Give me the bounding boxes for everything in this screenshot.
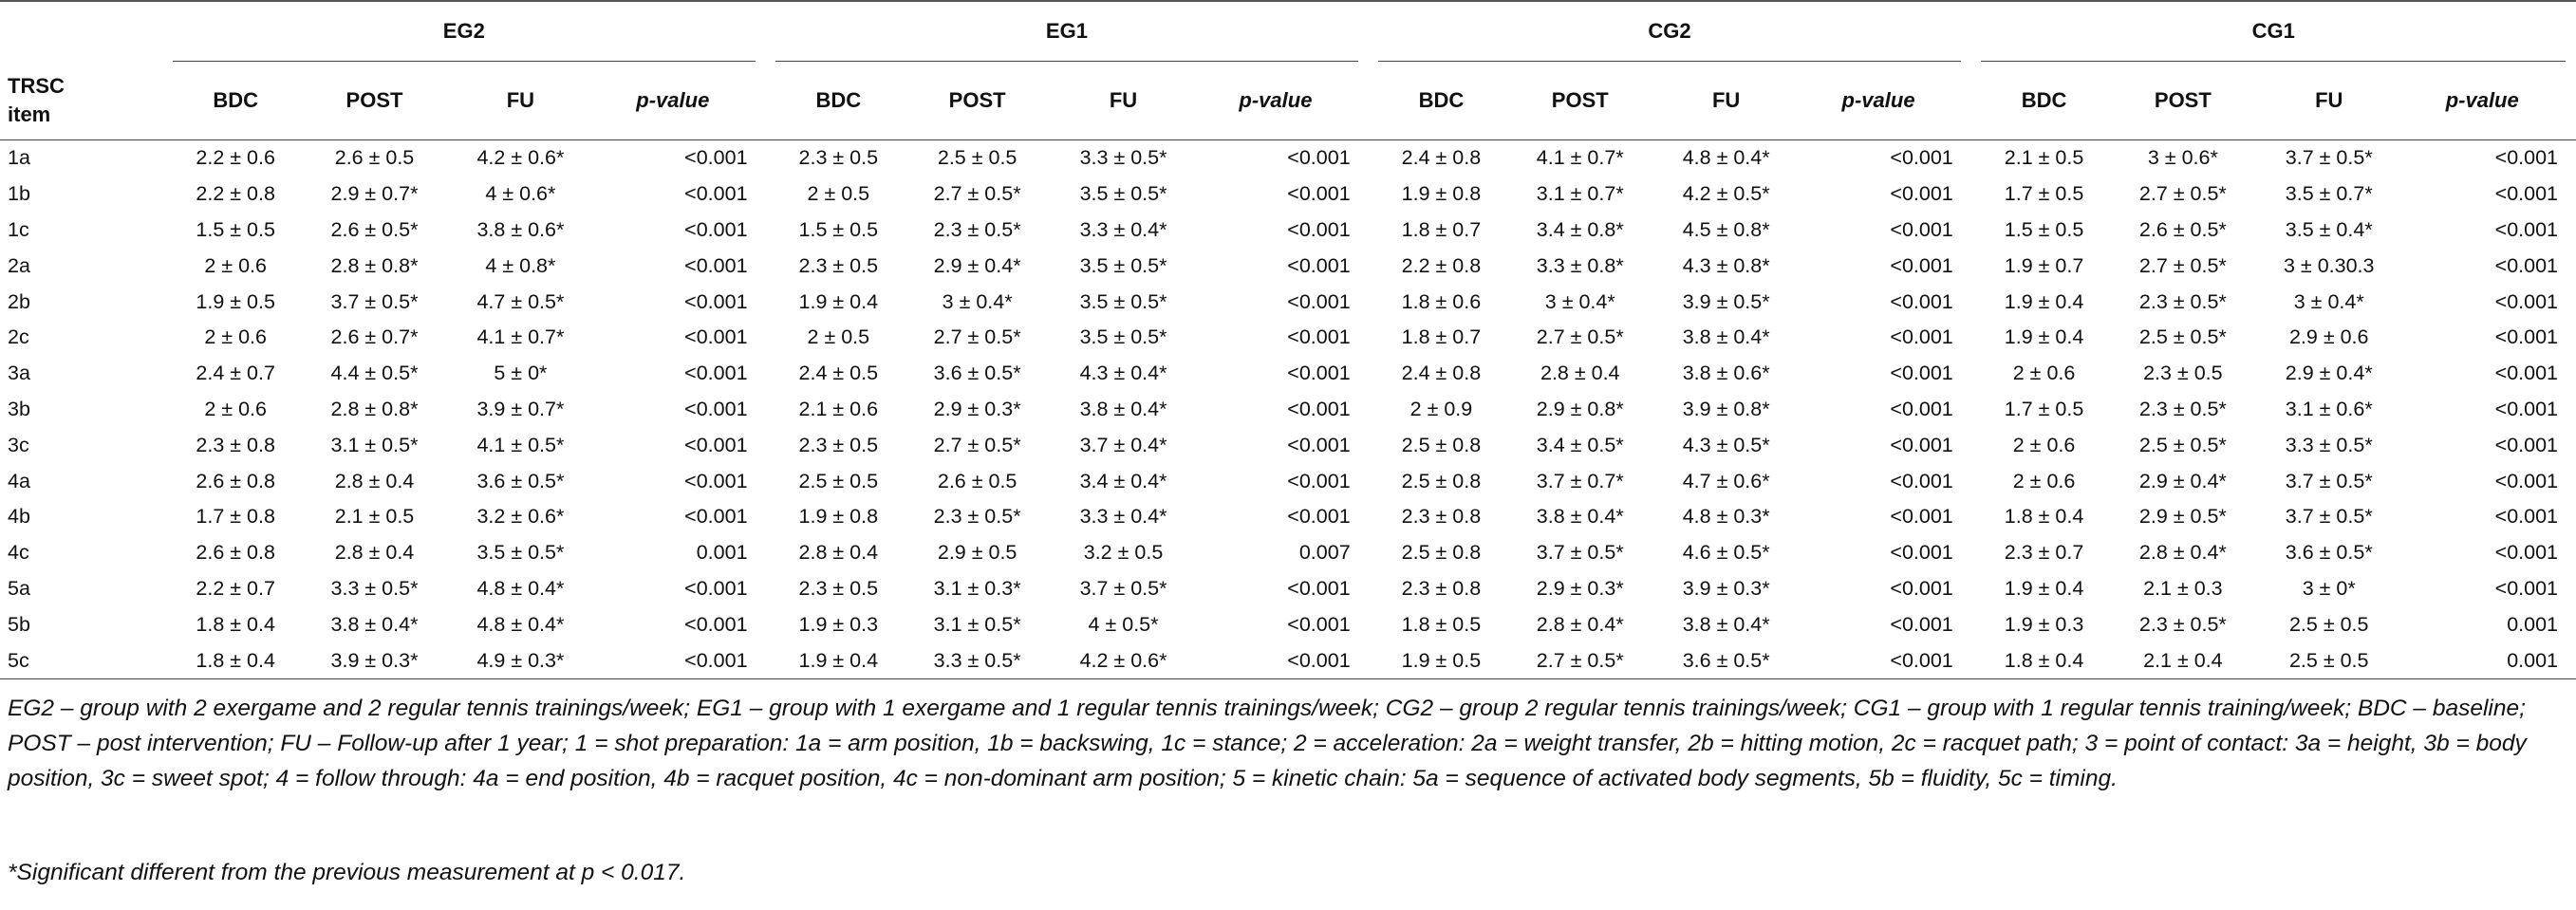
cell-fu: 3 ± 0* — [2302, 576, 2356, 600]
cell-bdc: 1.8 ± 0.7 — [1401, 217, 1482, 241]
cell-bdc: 2.6 ± 0.8 — [196, 541, 275, 565]
cell-bdc: 1.9 ± 0.5 — [1378, 642, 1503, 678]
item-header-line1: TRSC — [8, 73, 65, 98]
cell-pvalue: <0.001 — [1890, 397, 1953, 420]
cell-fu: 3.3 ± 0.4* — [1079, 505, 1167, 529]
cell-post: 2.5 ± 0.5* — [2138, 433, 2227, 456]
cell-bdc: 2.3 ± 0.8 — [1401, 576, 1482, 600]
cell-pvalue: <0.001 — [2494, 325, 2559, 349]
col-bdc: BDC — [2021, 88, 2067, 112]
table-row — [0, 499, 2576, 535]
cell-fu: 3.6 ± 0.5* — [1656, 642, 1796, 678]
significance-footnote: *Significant different from the previous measurement at p < 0.017. — [8, 860, 686, 885]
cell-post: 2.9 ± 0.3* — [1536, 576, 1624, 600]
table-row — [0, 606, 2576, 642]
cell-pvalue: <0.001 — [1287, 433, 1351, 456]
cell-post: 2.5 ± 0.5 — [937, 146, 1017, 170]
table-row — [0, 140, 2576, 176]
cell-fu: 3.6 ± 0.5* — [2285, 541, 2373, 565]
cell-pvalue: <0.001 — [2494, 505, 2559, 529]
cell-fu: 4.1 ± 0.5* — [476, 433, 565, 456]
cell-bdc: 2.3 ± 0.5 — [798, 433, 879, 456]
col-bdc: BDC — [1418, 88, 1465, 112]
cell-pvalue: <0.001 — [1287, 289, 1351, 313]
cell-post: 2.3 ± 0.5* — [933, 217, 1021, 241]
cell-bdc: 2.3 ± 0.7 — [2004, 541, 2084, 565]
table-row — [0, 571, 2576, 607]
cell-pvalue: <0.001 — [684, 576, 748, 600]
cell-bdc: 2.1 ± 0.6 — [798, 397, 879, 420]
cell-bdc: 2.4 ± 0.8 — [1401, 362, 1482, 385]
cell-fu: 4.3 ± 0.5* — [1682, 433, 1770, 456]
cell-post: 2.7 ± 0.5* — [1504, 642, 1656, 678]
cell-pvalue: <0.001 — [1890, 612, 1953, 636]
cell-pvalue: <0.001 — [1890, 325, 1953, 349]
cell-bdc: 2 ± 0.6 — [204, 253, 267, 277]
col-post: POST — [948, 88, 1006, 112]
cell-post: 3.9 ± 0.3* — [298, 642, 450, 678]
cell-pvalue: <0.001 — [684, 325, 748, 349]
group-header-eg2: EG2 — [173, 1, 755, 62]
cell-pvalue: <0.001 — [2494, 217, 2559, 241]
cell-pvalue: <0.001 — [684, 146, 748, 170]
cell-fu: 3.5 ± 0.5* — [1079, 325, 1167, 349]
cell-post: 2.7 ± 0.5* — [933, 325, 1021, 349]
cell-pvalue: <0.001 — [2494, 182, 2559, 206]
cell-bdc: 1.9 ± 0.3 — [2004, 612, 2084, 636]
row-item-label: 5c — [0, 642, 173, 678]
cell-post: 3.8 ± 0.4* — [330, 612, 419, 636]
cell-bdc: 2 ± 0.6 — [2012, 433, 2076, 456]
table-row — [0, 642, 2576, 678]
cell-pvalue: <0.001 — [1193, 642, 1357, 678]
cell-bdc: 2.5 ± 0.8 — [1401, 433, 1482, 456]
table-row — [0, 356, 2576, 392]
cell-post: 2.8 ± 0.4 — [334, 541, 415, 565]
cell-post: 2.8 ± 0.4 — [334, 469, 415, 492]
cell-fu: 3.4 ± 0.4* — [1079, 469, 1167, 492]
cell-fu: 4.2 ± 0.6* — [476, 146, 565, 170]
cell-pvalue: <0.001 — [1287, 469, 1351, 492]
cell-post: 2.6 ± 0.5 — [334, 146, 415, 170]
cell-fu: 3.3 ± 0.5* — [1079, 146, 1167, 170]
row-item-label: 1b — [8, 182, 30, 206]
cell-fu: 2.5 ± 0.5 — [2259, 642, 2399, 678]
cell-bdc: 2.8 ± 0.4 — [798, 541, 879, 565]
cell-post: 2.9 ± 0.4* — [2138, 469, 2227, 492]
row-item-label: 3c — [8, 433, 29, 456]
cell-post: 4.1 ± 0.7* — [1536, 146, 1624, 170]
table-row — [0, 213, 2576, 249]
cell-fu: 3.9 ± 0.7* — [476, 397, 565, 420]
cell-post: 2.1 ± 0.4 — [2107, 642, 2259, 678]
cell-post: 2.3 ± 0.5 — [2143, 362, 2223, 385]
row-item-label: 3a — [8, 362, 30, 385]
cell-post: 2.3 ± 0.5* — [2138, 397, 2227, 420]
cell-bdc: 1.9 ± 0.8 — [1401, 182, 1482, 206]
cell-pvalue: <0.001 — [684, 362, 748, 385]
col-post: POST — [1551, 88, 1609, 112]
cell-bdc: 2 ± 0.6 — [2012, 362, 2076, 385]
col-fu: FU — [506, 88, 535, 112]
cell-bdc: 2 ± 0.9 — [1409, 397, 1473, 420]
cell-fu: 3.2 ± 0.5 — [1083, 541, 1164, 565]
cell-post: 2.7 ± 0.5* — [2138, 253, 2227, 277]
cell-bdc: 1.9 ± 0.8 — [798, 505, 879, 529]
cell-post: 3.4 ± 0.5* — [1536, 433, 1624, 456]
cell-fu: 3.9 ± 0.8* — [1682, 397, 1770, 420]
cell-fu: 4.8 ± 0.4* — [476, 576, 565, 600]
cell-post: 3.3 ± 0.5* — [330, 576, 419, 600]
cell-pvalue: <0.001 — [2494, 253, 2559, 277]
cell-bdc: 1.9 ± 0.4 — [798, 289, 879, 313]
cell-fu: 4.9 ± 0.3* — [451, 642, 590, 678]
cell-bdc: 2.3 ± 0.5 — [798, 253, 879, 277]
cell-pvalue: <0.001 — [2494, 289, 2559, 313]
cell-pvalue: <0.001 — [1287, 217, 1351, 241]
cell-post: 2.9 ± 0.4* — [933, 253, 1021, 277]
cell-bdc: 1.7 ± 0.8 — [196, 505, 275, 529]
table-row — [0, 284, 2576, 320]
cell-bdc: 1.5 ± 0.5 — [2004, 217, 2084, 241]
cell-post: 2.6 ± 0.5* — [2138, 217, 2227, 241]
cell-bdc: 2.2 ± 0.6 — [196, 146, 275, 170]
cell-fu: 3.5 ± 0.5* — [1079, 253, 1167, 277]
cell-post: 2.8 ± 0.8* — [330, 253, 419, 277]
cell-pvalue: <0.001 — [684, 397, 748, 420]
table-row — [0, 427, 2576, 463]
cell-post: 3.1 ± 0.5* — [933, 612, 1021, 636]
cell-pvalue: <0.001 — [684, 182, 748, 206]
cell-fu: 2.9 ± 0.4* — [2285, 362, 2373, 385]
cell-fu: 3.9 ± 0.5* — [1682, 289, 1770, 313]
cell-fu: 3.5 ± 0.5* — [476, 541, 565, 565]
cell-pvalue: <0.001 — [684, 217, 748, 241]
cell-pvalue: <0.001 — [1796, 642, 1960, 678]
col-post: POST — [2154, 88, 2212, 112]
cell-fu: 3.2 ± 0.6* — [476, 505, 565, 529]
cell-post: 2.3 ± 0.5* — [2138, 289, 2227, 313]
row-item-label: 2b — [8, 289, 30, 313]
cell-fu: 3.6 ± 0.5* — [476, 469, 565, 492]
row-item-label: 2a — [8, 253, 30, 277]
cell-bdc: 2.3 ± 0.5 — [798, 576, 879, 600]
cell-pvalue: <0.001 — [2494, 576, 2559, 600]
cell-post: 3.4 ± 0.8* — [1536, 217, 1624, 241]
cell-bdc: 1.8 ± 0.4 — [196, 612, 275, 636]
cell-post: 2.9 ± 0.7* — [330, 182, 419, 206]
cell-bdc: 1.9 ± 0.5 — [196, 289, 275, 313]
cell-fu: 4.2 ± 0.6* — [1054, 642, 1193, 678]
col-pvalue: p-value — [1239, 88, 1313, 112]
cell-fu: 3.7 ± 0.5* — [2285, 469, 2373, 492]
cell-pvalue: 0.007 — [1298, 541, 1351, 565]
col-pvalue: p-value — [1841, 88, 1915, 112]
cell-pvalue: <0.001 — [2494, 541, 2559, 565]
cell-pvalue: <0.001 — [2494, 146, 2559, 170]
cell-bdc: 2.4 ± 0.8 — [1401, 146, 1482, 170]
cell-bdc: 1.5 ± 0.5 — [196, 217, 275, 241]
cell-bdc: 1.9 ± 0.3 — [798, 612, 879, 636]
cell-fu: 4.8 ± 0.4* — [1682, 146, 1770, 170]
cell-bdc: 2.2 ± 0.8 — [196, 182, 275, 206]
cell-pvalue: <0.001 — [1287, 397, 1351, 420]
cell-pvalue: <0.001 — [590, 642, 755, 678]
cell-post: 3 ± 0.4* — [942, 289, 1013, 313]
cell-fu: 3.7 ± 0.5* — [2285, 146, 2373, 170]
cell-bdc: 1.5 ± 0.5 — [798, 217, 879, 241]
table-row — [0, 248, 2576, 284]
cell-post: 3.8 ± 0.4* — [1536, 505, 1624, 529]
cell-pvalue: <0.001 — [684, 289, 748, 313]
cell-fu: 3.8 ± 0.6* — [476, 217, 565, 241]
cell-pvalue: 0.001 — [2399, 642, 2566, 678]
group-header-cg1: CG1 — [1981, 1, 2566, 62]
col-fu: FU — [2315, 88, 2343, 112]
cell-fu: 3.5 ± 0.5* — [1079, 289, 1167, 313]
cell-pvalue: <0.001 — [684, 505, 748, 529]
cell-pvalue: <0.001 — [1287, 325, 1351, 349]
abbreviations-note: EG2 – group with 2 exergame and 2 regular tennis trainings/week; EG1 – group with 1 exergame and 1 regular tennis trainings/week; CG2 – group 2 regular tennis trainings/week; CG1 – group with 1 regular tennis training/week; BDC – baseline; POST – post intervention; FU – Follow-up after 1 year; 1 = shot preparation: 1a = arm position, 1b = backswing, 1c = stance; 2 = acceleration: 2a = weight transfer, 2b = hitting motion, 2c = racquet path; 3 = point of contact: 3a = height, 3b = body position, 3c = sweet spot; 4 = follow through: 4a = end position, 4b = racquet position, 4c = non-dominant arm position; 5 = kinetic chain: 5a = sequence of activated body segments, 5b = fluidity, 5c = timing. — [8, 696, 2527, 791]
cell-bdc: 2 ± 0.6 — [204, 325, 267, 349]
group-header-eg1: EG1 — [775, 1, 1357, 62]
col-fu: FU — [1711, 88, 1741, 112]
cell-pvalue: <0.001 — [1890, 433, 1953, 456]
cell-fu: 4 ± 0.8* — [485, 253, 556, 277]
cell-fu: 3.5 ± 0.4* — [2285, 217, 2373, 241]
cell-post: 2.9 ± 0.8* — [1536, 397, 1624, 420]
cell-post: 2.9 ± 0.5 — [937, 541, 1017, 565]
cell-fu: 4.6 ± 0.5* — [1682, 541, 1770, 565]
cell-post: 2.6 ± 0.5 — [937, 469, 1017, 492]
cell-fu: 4.8 ± 0.4* — [476, 612, 565, 636]
cell-pvalue: <0.001 — [684, 469, 748, 492]
cell-bdc: 1.7 ± 0.5 — [2004, 397, 2084, 420]
cell-post: 2.8 ± 0.8* — [330, 397, 419, 420]
cell-post: 3.7 ± 0.5* — [1536, 541, 1624, 565]
cell-pvalue: <0.001 — [1287, 182, 1351, 206]
cell-post: 2.6 ± 0.5* — [330, 217, 419, 241]
cell-fu: 3.3 ± 0.5* — [2285, 433, 2373, 456]
row-item-label: 2c — [8, 325, 29, 349]
cell-pvalue: <0.001 — [1890, 576, 1953, 600]
cell-bdc: 2.5 ± 0.8 — [1401, 541, 1482, 565]
cell-pvalue: <0.001 — [1890, 146, 1953, 170]
row-item-label: 4b — [8, 505, 30, 529]
cell-bdc: 2.3 ± 0.5 — [798, 146, 879, 170]
cell-pvalue: <0.001 — [1890, 541, 1953, 565]
col-post: POST — [345, 88, 403, 112]
row-item-label: 3b — [8, 397, 30, 420]
cell-pvalue: <0.001 — [2494, 362, 2559, 385]
cell-post: 4.4 ± 0.5* — [330, 362, 419, 385]
cell-fu: 5 ± 0* — [494, 362, 548, 385]
cell-pvalue: <0.001 — [1287, 505, 1351, 529]
cell-post: 2.7 ± 0.5* — [1536, 325, 1624, 349]
row-item-label: 5b — [8, 612, 30, 636]
table-row — [0, 176, 2576, 213]
col-bdc: BDC — [815, 88, 862, 112]
cell-fu: 3 ± 0.4* — [2293, 289, 2364, 313]
cell-post: 3.1 ± 0.5* — [330, 433, 419, 456]
table-row — [0, 535, 2576, 571]
cell-post: 2.7 ± 0.5* — [933, 182, 1021, 206]
group-header-cg2: CG2 — [1378, 1, 1960, 62]
cell-pvalue: <0.001 — [1287, 253, 1351, 277]
cell-pvalue: <0.001 — [684, 612, 748, 636]
cell-bdc: 2.3 ± 0.8 — [196, 433, 275, 456]
cell-fu: 4.3 ± 0.8* — [1682, 253, 1770, 277]
cell-post: 2.3 ± 0.5* — [933, 505, 1021, 529]
cell-post: 2.5 ± 0.5* — [2138, 325, 2227, 349]
cell-fu: 3.7 ± 0.5* — [2285, 505, 2373, 529]
cell-pvalue: 0.001 — [696, 541, 748, 565]
cell-bdc: 1.9 ± 0.7 — [2004, 253, 2084, 277]
cell-post: 2.3 ± 0.5* — [2138, 612, 2227, 636]
cell-bdc: 1.7 ± 0.5 — [2004, 182, 2084, 206]
cell-post: 3.6 ± 0.5* — [933, 362, 1021, 385]
cell-fu: 3.3 ± 0.4* — [1079, 217, 1167, 241]
cell-fu: 3.7 ± 0.4* — [1079, 433, 1167, 456]
cell-fu: 3.5 ± 0.7* — [2285, 182, 2373, 206]
cell-post: 3.3 ± 0.8* — [1536, 253, 1624, 277]
row-item-label: 4a — [8, 469, 30, 492]
cell-pvalue: <0.001 — [1890, 362, 1953, 385]
cell-bdc: 1.8 ± 0.5 — [1401, 612, 1482, 636]
cell-pvalue: <0.001 — [1890, 253, 1953, 277]
table-body — [0, 140, 2576, 679]
cell-post: 3 ± 0.6* — [2147, 146, 2218, 170]
cell-pvalue: <0.001 — [684, 253, 748, 277]
cell-pvalue: <0.001 — [1890, 289, 1953, 313]
cell-post: 3.7 ± 0.7* — [1536, 469, 1624, 492]
cell-post: 2.8 ± 0.4* — [2138, 541, 2227, 565]
cell-fu: 3 ± 0.30.3 — [2284, 253, 2375, 277]
cell-post: 2.9 ± 0.3* — [933, 397, 1021, 420]
cell-pvalue: <0.001 — [2494, 469, 2559, 492]
cell-pvalue: <0.001 — [2494, 433, 2559, 456]
cell-fu: 3.8 ± 0.6* — [1682, 362, 1770, 385]
cell-fu: 4 ± 0.5* — [1088, 612, 1159, 636]
cell-bdc: 2.2 ± 0.7 — [196, 576, 275, 600]
cell-bdc: 1.8 ± 0.7 — [1401, 325, 1482, 349]
cell-bdc: 2.5 ± 0.8 — [1401, 469, 1482, 492]
cell-post: 2.7 ± 0.5* — [2138, 182, 2227, 206]
cell-fu: 3.9 ± 0.3* — [1682, 576, 1770, 600]
cell-pvalue: <0.001 — [1890, 182, 1953, 206]
cell-post: 3.1 ± 0.3* — [933, 576, 1021, 600]
cell-fu: 4 ± 0.6* — [485, 182, 556, 206]
cell-fu: 2.9 ± 0.6 — [2288, 325, 2369, 349]
cell-bdc: 1.8 ± 0.6 — [1401, 289, 1482, 313]
cell-bdc: 2.1 ± 0.5 — [2004, 146, 2084, 170]
col-pvalue: p-value — [636, 88, 710, 112]
cell-pvalue: <0.001 — [1890, 505, 1953, 529]
table-row — [0, 392, 2576, 428]
cell-post: 3.1 ± 0.7* — [1536, 182, 1624, 206]
cell-pvalue: <0.001 — [1890, 217, 1953, 241]
cell-bdc: 2 ± 0.6 — [204, 397, 267, 420]
cell-fu: 3.5 ± 0.5* — [1079, 182, 1167, 206]
table-row — [0, 463, 2576, 499]
cell-fu: 3.8 ± 0.4* — [1682, 612, 1770, 636]
cell-pvalue: 0.001 — [2507, 612, 2559, 636]
col-pvalue: p-value — [2445, 88, 2519, 112]
cell-post: 2.1 ± 0.5 — [334, 505, 415, 529]
cell-fu: 4.7 ± 0.6* — [1682, 469, 1770, 492]
cell-bdc: 2.3 ± 0.8 — [1401, 505, 1482, 529]
column-header-row — [0, 62, 2576, 140]
cell-bdc: 2 ± 0.6 — [2012, 469, 2076, 492]
cell-fu: 3.7 ± 0.5* — [1079, 576, 1167, 600]
cell-bdc: 1.9 ± 0.4 — [775, 642, 901, 678]
row-item-label: 4c — [8, 541, 29, 565]
cell-post: 2.1 ± 0.3 — [2143, 576, 2223, 600]
cell-fu: 2.5 ± 0.5 — [2288, 612, 2369, 636]
cell-bdc: 1.9 ± 0.4 — [2004, 576, 2084, 600]
cell-post: 2.6 ± 0.7* — [330, 325, 419, 349]
cell-bdc: 2 ± 0.5 — [807, 325, 870, 349]
col-fu: FU — [1109, 88, 1138, 112]
cell-pvalue: <0.001 — [1890, 469, 1953, 492]
cell-fu: 4.8 ± 0.3* — [1682, 505, 1770, 529]
cell-post: 3 ± 0.4* — [1544, 289, 1615, 313]
item-header-line2: item — [8, 102, 51, 126]
cell-bdc: 2.4 ± 0.7 — [196, 362, 275, 385]
cell-fu: 3.8 ± 0.4* — [1079, 397, 1167, 420]
cell-fu: 3.1 ± 0.6* — [2285, 397, 2373, 420]
col-bdc: BDC — [213, 88, 259, 112]
table-row — [0, 320, 2576, 356]
cell-fu: 4.2 ± 0.5* — [1682, 182, 1770, 206]
row-item-label: 1a — [8, 146, 30, 170]
cell-pvalue: <0.001 — [1287, 576, 1351, 600]
cell-post: 3.7 ± 0.5* — [330, 289, 419, 313]
cell-pvalue: <0.001 — [684, 433, 748, 456]
cell-bdc: 2.2 ± 0.8 — [1401, 253, 1482, 277]
cell-pvalue: <0.001 — [2494, 397, 2559, 420]
cell-post: 2.8 ± 0.4* — [1536, 612, 1624, 636]
cell-bdc: 1.8 ± 0.4 — [2004, 505, 2084, 529]
cell-bdc: 2.4 ± 0.5 — [798, 362, 879, 385]
cell-bdc: 2.5 ± 0.5 — [798, 469, 879, 492]
cell-bdc: 1.9 ± 0.4 — [2004, 289, 2084, 313]
cell-bdc: 1.8 ± 0.4 — [1981, 642, 2106, 678]
cell-post: 3.3 ± 0.5* — [901, 642, 1053, 678]
cell-fu: 4.5 ± 0.8* — [1682, 217, 1770, 241]
cell-fu: 4.3 ± 0.4* — [1079, 362, 1167, 385]
table-notes — [8, 691, 2570, 796]
cell-bdc: 2 ± 0.5 — [807, 182, 870, 206]
cell-bdc: 2.6 ± 0.8 — [196, 469, 275, 492]
cell-fu: 4.7 ± 0.5* — [476, 289, 565, 313]
group-header-row — [0, 1, 2576, 62]
cell-post: 2.9 ± 0.5* — [2138, 505, 2227, 529]
row-item-label: 1c — [8, 217, 29, 241]
cell-fu: 3.8 ± 0.4* — [1682, 325, 1770, 349]
item-header — [0, 62, 173, 140]
cell-pvalue: <0.001 — [1287, 362, 1351, 385]
cell-post: 2.8 ± 0.4 — [1540, 362, 1620, 385]
cell-post: 2.7 ± 0.5* — [933, 433, 1021, 456]
cell-pvalue: <0.001 — [1287, 146, 1351, 170]
cell-pvalue: <0.001 — [1287, 612, 1351, 636]
cell-bdc: 1.8 ± 0.4 — [173, 642, 298, 678]
cell-fu: 4.1 ± 0.7* — [476, 325, 565, 349]
row-item-label: 5a — [8, 576, 30, 600]
cell-bdc: 1.9 ± 0.4 — [2004, 325, 2084, 349]
